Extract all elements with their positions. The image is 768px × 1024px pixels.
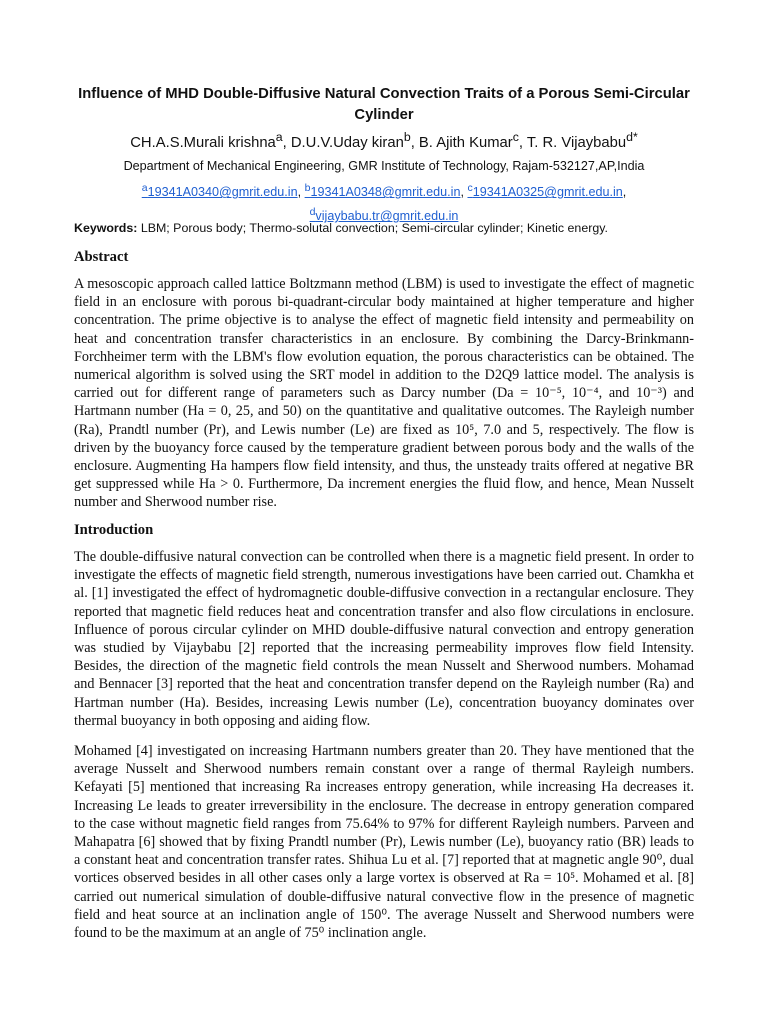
affiliation: Department of Mechanical Engineering, GMR Institute of Technology, Rajam-532127,AP,India (123, 159, 645, 173)
introduction-heading: Introduction (74, 522, 154, 538)
author-name: B. Ajith Kumar (418, 134, 513, 151)
author-list: CH.A.S.Murali krishna$^a$, D.U.V.Uday kiran$^b$, B. Ajith Kumar$^c$, T. R. Vijaybabu$^{d*}$ (130, 130, 638, 151)
email-link[interactable]: $^c$19341A0325@gmrit.edu.in (467, 182, 623, 200)
email-link[interactable]: $^a$19341A0340@gmrit.edu.in (141, 182, 298, 200)
email-link[interactable]: $^b$19341A0348@gmrit.edu.in (304, 182, 461, 200)
keywords-text: LBM; Porous body; Thermo-solutal convection; Semi-circular cylinder; Kinetic energy. (140, 221, 608, 235)
author-name: D.U.V.Uday kiran (290, 134, 404, 151)
email-list: $^a$19341A0340@gmrit.edu.in, $^b$19341A0348@gmrit.edu.in, $^c$19341A0325@gmrit.edu.in, $^d$vijaybabu.tr@gmrit.edu.in (141, 182, 627, 224)
abstract-text: A mesoscopic approach called lattice Boltzmann method (LBM) is used to investigate the effect of magnetic field in an enclosure with porous bi-quadrant-circular body maintained at higher temperature and higher concentration. The prime objective is to analyse the effect of magnetic field intensity and permeability on heat and concentration transfer characteristics in an enclosure. By combining the Darcy-Brinkmann-Forchheimer term with the LBM's flow evolution equation, the porous characteristics can be obtained. The numerical algorithm is solved using the SRT model in addition to the D2Q9 lattice model. The analysis is carried out for different range of parameters such as Darcy number (Da = 10⁻⁵, 10⁻⁴, and 10⁻³) and Hartmann number (Ha = 0, 25, and 50) on the quantitative and qualitative outcomes. The Rayleigh number (Ra), Prandtl number (Pr), and Lewis number (Le) are fixed as 10⁵, 7.0 and 5, respectively. The flow is driven by the buoyancy force caused by the temperature gradient between porous body and the walls of the enclosure. Augmenting Ha hampers flow field intensity, and thus, the unsteady traits offered at negative BR get suppressed while Ha > 0. Furthermore, Da increment energies the fluid flow, and hence, Mean Nusselt number and Sherwood number rise. (74, 276, 694, 511)
keywords (74, 219, 694, 237)
paper-title: Influence of MHD Double-Diffusive Natural Convection Traits of a Porous Semi-Circular Cylinder (78, 86, 690, 123)
introduction-paragraph-2: Mohamed [4] investigated on increasing Hartmann numbers greater than 20. They have mentioned that the average Nusselt and Sherwood numbers remain constant over a range of thermal Rayleigh numbers. Kefayati [5] mentioned that increasing Ra increases entropy generation, while increasing Ha decreases it. Increasing Le leads to greater irreversibility in the enclosure. The decrease in entropy generation compared to the case without magnetic field ranges from 75.64% to 97% for different Rayleigh numbers. Parveen and Mahapatra [6] showed that by fixing Prandtl number (Pr), Lewis number (Le), buoyancy ratio (BR) leads to a constant heat and concentration transfer rates. Shihua Lu et al. [7] reported that at magnetic angle 90⁰, dual vortices observed besides in all other cases only a large vortex is observed at Ra = 10⁵. Mohamed et al. [8] carried out numerical simulation of double-diffusive natural convective flow in the presence of magnetic field and heat source at an inclination angle of 150⁰. The average Nusselt and Sherwood numbers were found to be the maximum at an angle of 75⁰ inclination angle. (74, 743, 694, 942)
author-sup: a (275, 130, 283, 144)
author-name: CH.A.S.Murali krishna (130, 134, 276, 151)
abstract-heading: Abstract (74, 249, 129, 265)
keywords-label: Keywords: (74, 221, 138, 235)
author-sup: c (512, 130, 519, 144)
author-sup: b (403, 130, 411, 144)
author-sup: d* (626, 130, 638, 144)
email-link[interactable]: $^d$vijaybabu.tr@gmrit.edu.in (309, 206, 459, 224)
author-name: T. R. Vijaybabu (526, 134, 627, 151)
introduction-paragraph-1: The double-diffusive natural convection can be controlled when there is a magnetic field present. In order to investigate the effects of magnetic field strength, numerous investigations have been carried out. Chamkha et al. [1] investigated the effect of hydromagnetic double-diffusive convection in a rectangular enclosure. They reported that magnetic field reduces heat and concentration transfer and also flow circulations in enclosure. Influence of porous circular cylinder on MHD double-diffusive natural convection and entropy generation was studied by Vijaybabu [2] reported that the increasing permeability improves flow field Intensity. Besides, the direction of the magnetic field controls the mean Nusselt and Sherwood numbers. Mohamad and Bennacer [3] reported that the heat and concentration transfer depend on the Rayleigh number (Ra) and Hartman number (Ha). Besides, increasing Lewis number (Le), concentration buoyancy dominates over thermal buoyancy in both opposing and aiding flow. (74, 549, 694, 729)
